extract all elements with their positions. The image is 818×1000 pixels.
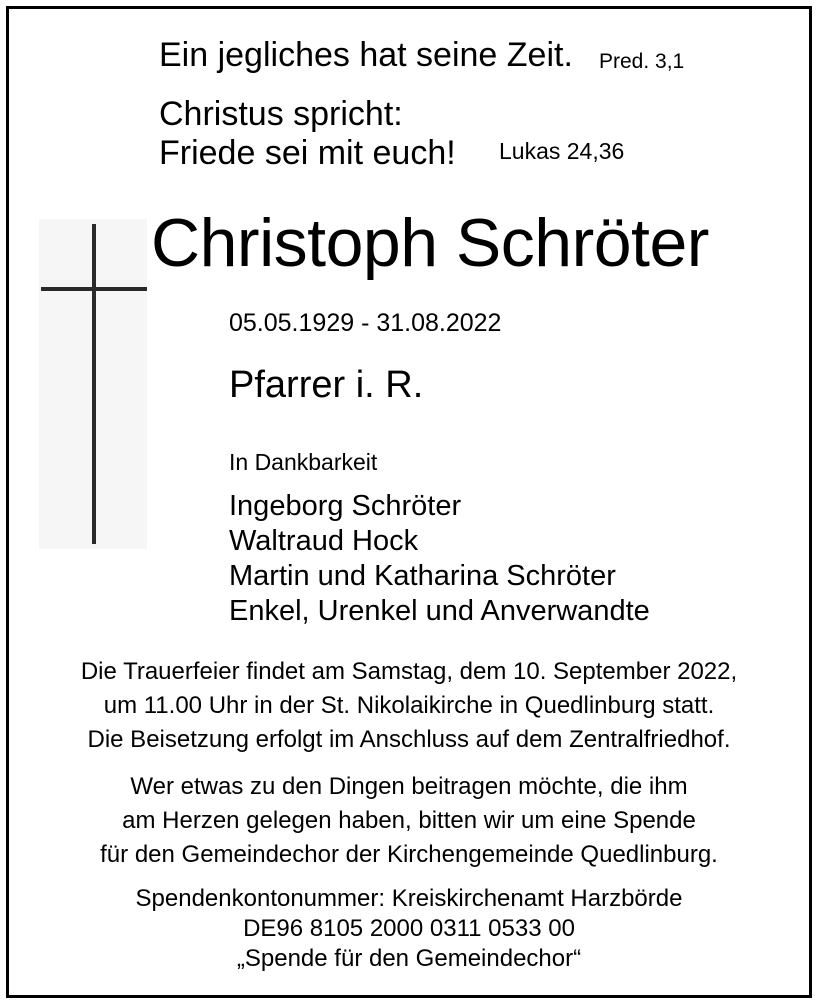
deceased-title: Pfarrer i. R. xyxy=(229,364,424,406)
life-dates: 05.05.1929 - 31.08.2022 xyxy=(229,309,502,337)
donation-line: für den Gemeindechor der Kirchengemeinde Quedlinburg. xyxy=(100,841,718,868)
funeral-line: Die Trauerfeier findet am Samstag, dem 10. September 2022, xyxy=(80,658,738,685)
verse-reference-1: Pred. 3,1 xyxy=(599,50,685,73)
donation-line: Wer etwas zu den Dingen beitragen möchte, die ihm xyxy=(130,773,688,800)
verse-line-1: Ein jegliches hat seine Zeit. xyxy=(159,36,573,74)
account-holder: Spendenkontonummer: Kreiskirchenamt Harzbörde xyxy=(135,885,683,912)
mourner-name: Waltraud Hock xyxy=(229,525,419,557)
verse-reference-2: Lukas 24,36 xyxy=(499,138,625,164)
mourner-name: Ingeborg Schröter xyxy=(229,490,462,522)
mourner-name: Enkel, Urenkel und Anverwandte xyxy=(229,595,650,627)
deceased-name: Christoph Schröter xyxy=(151,205,709,281)
account-iban: DE96 8105 2000 0311 0533 00 xyxy=(243,915,575,942)
funeral-line: um 11.00 Uhr in der St. Nikolaikirche in Quedlinburg statt. xyxy=(103,692,715,719)
funeral-line: Die Beisetzung erfolgt im Anschluss auf dem Zentralfriedhof. xyxy=(87,726,731,753)
verse-line-2: Christus spricht: xyxy=(159,95,403,133)
obituary-notice xyxy=(6,6,812,998)
mourner-name: Martin und Katharina Schröter xyxy=(229,560,616,592)
donation-reference: „Spende für den Gemeindechor“ xyxy=(236,945,582,972)
verse-line-3: Friede sei mit euch! xyxy=(159,134,456,172)
donation-line: am Herzen gelegen haben, bitten wir um eine Spende xyxy=(122,807,696,834)
mourners-intro: In Dankbarkeit xyxy=(229,449,378,475)
